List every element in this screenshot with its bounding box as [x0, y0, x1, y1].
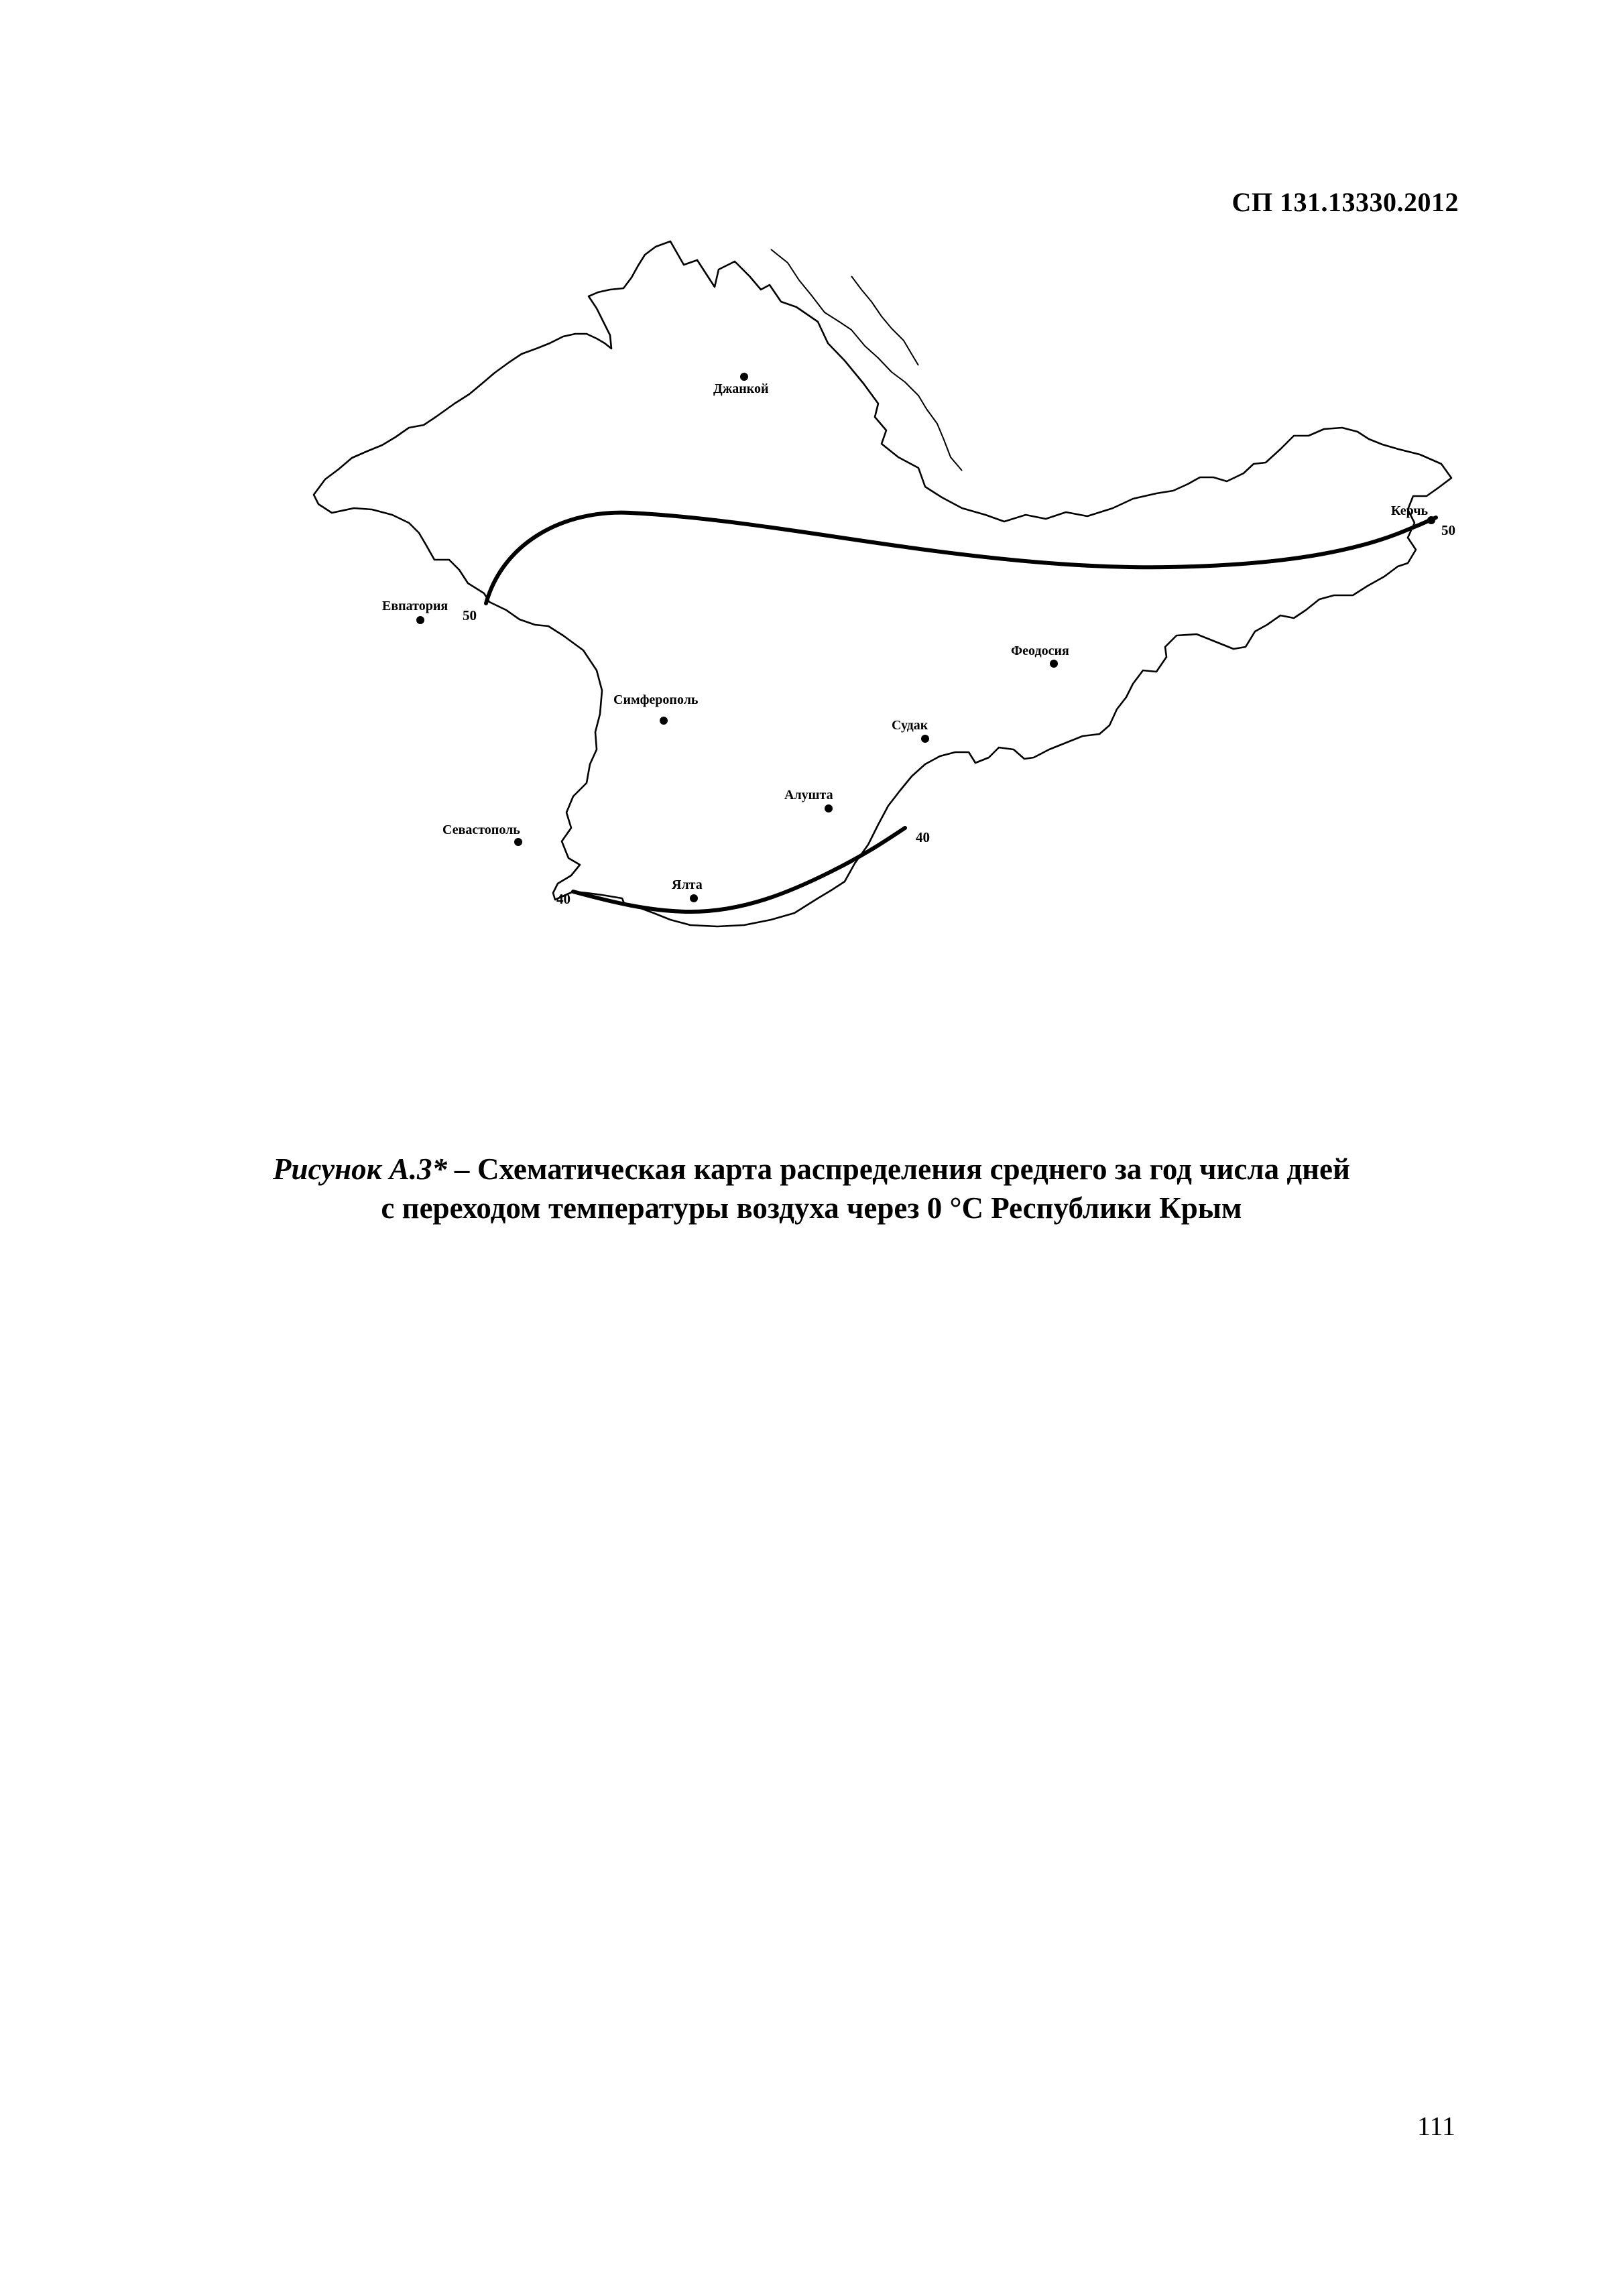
city-marker: [690, 894, 698, 902]
figure-caption: [0, 1150, 1623, 1227]
city-marker: [1050, 660, 1058, 668]
document-code: СП 131.13330.2012: [1231, 187, 1459, 217]
city-label: Судак: [892, 718, 928, 733]
city-yalta: [672, 878, 703, 902]
caption-line-2: с переходом температуры воздуха через 0 °С Республики Крым: [381, 1191, 1242, 1225]
city-sevastopol: [442, 823, 522, 846]
city-dzhankoy: [713, 373, 769, 396]
city-label: Ялта: [672, 878, 703, 892]
isoline-south-east-value: 40: [916, 829, 930, 845]
city-marker: [514, 838, 522, 846]
city-marker: [1427, 516, 1435, 524]
caption-figure-number: Рисунок А.3* –: [273, 1152, 470, 1186]
caption-title-part-1: Схематическая карта распределения среднего за год числа дней: [477, 1152, 1350, 1186]
city-sudak: [892, 718, 929, 743]
city-marker: [825, 804, 833, 812]
city-simferopol: [613, 692, 699, 725]
arabat-spit: [771, 249, 962, 471]
city-label: Евпатория: [382, 599, 448, 613]
isoline-north: [486, 513, 1436, 603]
city-marker: [921, 735, 929, 743]
city-marker: [416, 616, 424, 624]
isoline-south-west-value: 40: [556, 891, 570, 907]
caption-line-1: [0, 1150, 1623, 1189]
city-label: Керчь: [1391, 503, 1429, 518]
crimea-map: [154, 228, 1482, 972]
northern-bay-shore: [851, 276, 918, 365]
page-number: 111: [1417, 2111, 1455, 2141]
city-alushta: [784, 788, 833, 812]
crimea-map-svg: [154, 228, 1482, 972]
city-marker: [660, 717, 668, 725]
isoline-north-west-value: 50: [463, 607, 477, 623]
city-marker: [740, 373, 748, 381]
isoline-north-east-value: 50: [1441, 522, 1455, 538]
city-label: Симферополь: [613, 692, 699, 707]
city-label: Феодосия: [1011, 644, 1069, 658]
city-label: Севастополь: [442, 823, 520, 837]
city-feodosiya: [1011, 644, 1069, 668]
city-evpatoriya: [382, 599, 448, 624]
city-label: Алушта: [784, 788, 833, 802]
city-label: Джанкой: [713, 381, 769, 396]
